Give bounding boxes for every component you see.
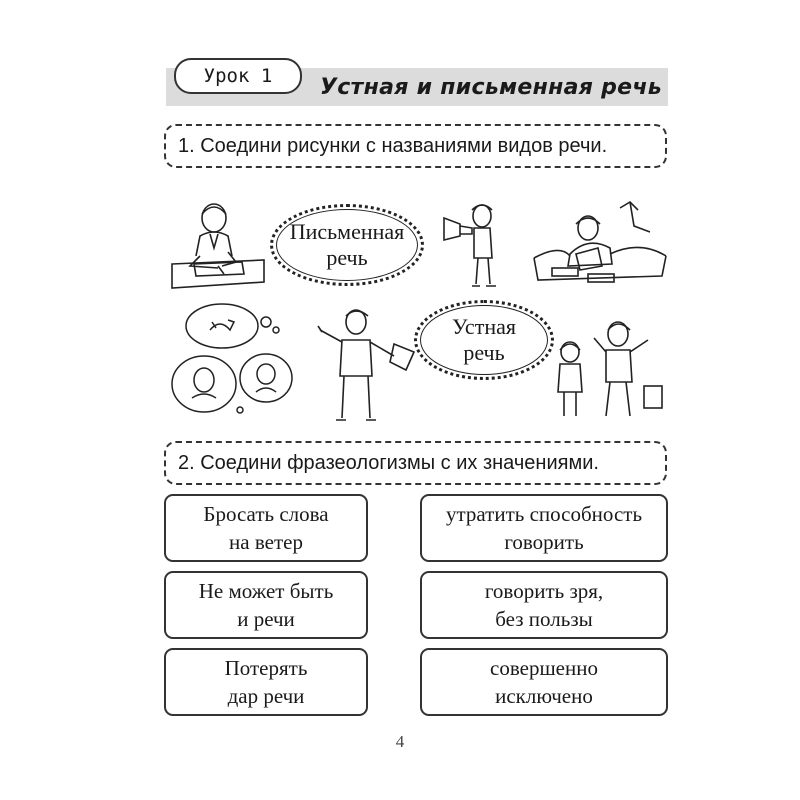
meaning-card[interactable] [420, 494, 668, 562]
phrase-line: Бросать слова [203, 502, 329, 526]
phrase-card[interactable] [164, 648, 368, 716]
thought-bubbles-illustration [170, 300, 296, 420]
written-speech-word-1: Письменная [289, 219, 405, 244]
oral-speech-word-1: Устная [452, 314, 516, 339]
written-speech-label[interactable] [276, 209, 418, 281]
task-2-instruction: 2. Соедини фразеологизмы с их значениями. [164, 441, 667, 485]
phrase-line: Потерять [224, 656, 308, 680]
boy-writing-illustration [166, 196, 270, 296]
phrase-line: и речи [237, 607, 295, 631]
oral-speech-word-2: речь [463, 340, 505, 365]
phrase-card[interactable] [164, 494, 368, 562]
meaning-line: говорить [504, 530, 584, 554]
phrase-line: дар речи [227, 684, 305, 708]
boy-megaphone-illustration [438, 198, 508, 290]
boy-with-paper-illustration [306, 304, 420, 424]
phrase-line: Не может быть [198, 579, 334, 603]
oral-speech-label[interactable] [420, 305, 548, 375]
meaning-line: совершенно [490, 656, 598, 680]
task-1-instruction: 1. Соедини рисунки с названиями видов речи. [164, 124, 667, 168]
meaning-line: исключено [495, 684, 593, 708]
written-speech-word-2: речь [326, 245, 368, 270]
phrase-line: на ветер [229, 530, 303, 554]
page-number: 4 [395, 732, 405, 751]
meaning-line: без пользы [495, 607, 593, 631]
meaning-line: утратить способность [445, 502, 643, 526]
children-talking-illustration [548, 312, 668, 424]
meaning-line: говорить зря, [484, 579, 604, 603]
phrase-card[interactable] [164, 571, 368, 639]
page-title: Устная и письменная речь [319, 75, 662, 100]
boy-reading-illustration [530, 196, 670, 296]
meaning-card[interactable] [420, 571, 668, 639]
meaning-card[interactable] [420, 648, 668, 716]
lesson-label: Урок 1 [174, 58, 302, 94]
